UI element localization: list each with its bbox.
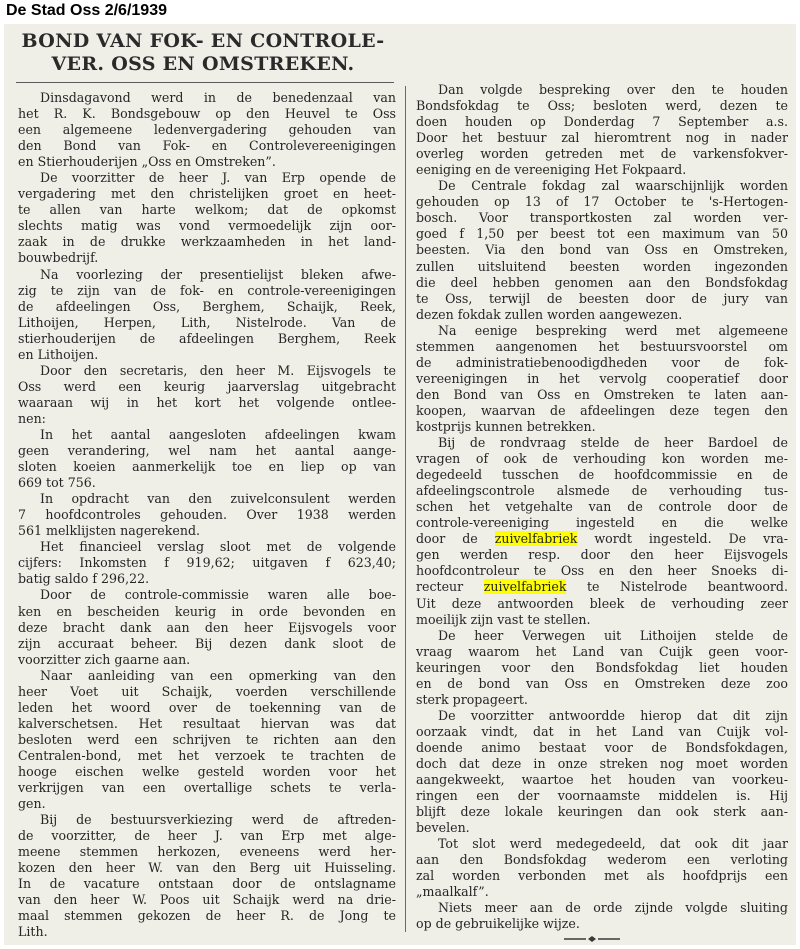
text-line: den Bond van Fok- en Controlevereenigingen: [18, 138, 396, 154]
text-line: en Lithoijen.: [18, 346, 99, 362]
text-line: 561 melklijsten nagerekend.: [18, 523, 201, 539]
text-line: verkrijgen van een overtallige schets te verla-: [18, 780, 396, 796]
text-line: De Centrale fokdag zal waarschijnlijk worden: [438, 178, 788, 194]
column-divider: [405, 86, 406, 932]
text-line: De voorzitter de heer J. van Erp opende de: [40, 170, 396, 186]
text-line: heer Voet uit Schaijk, voerden verschillende: [18, 683, 396, 699]
end-ornament: [564, 936, 620, 942]
source-caption: De Stad Oss 2/6/1939: [6, 2, 167, 19]
text-line: dezen fokdak zullen worden aangewezen.: [416, 306, 683, 322]
text-line: doen houden op Donderdag 7 September a.s.: [416, 114, 788, 130]
text-line: Centralen-bond, met het verzoek te trachten de: [18, 747, 396, 763]
text-line: de administratiebenoodigdheden voor de fok-: [416, 354, 788, 370]
newspaper-clipping: [4, 24, 796, 945]
text-line: ringen een der voornaamste middelen is. Hij: [416, 788, 788, 804]
text-line: moeilijk zijn vast te stellen.: [416, 611, 591, 627]
text-line: maal stemmen gekozen de heer R. de Jong te: [18, 908, 396, 924]
text-line: Uit deze antwoorden bleek de verhouding zeer: [416, 595, 788, 611]
text-line: stierhouderijen de afdeelingen Berghem, Reek: [18, 330, 396, 346]
text-line: beesten. Via den bond van Oss en Omstreken,: [416, 242, 788, 258]
text-line: aangekweekt, waartoe het houden van voorkeu-: [416, 772, 788, 788]
text-line: bevelen.: [416, 820, 470, 836]
text-line: die deel hebben genomen aan den Bondsfokdag: [416, 274, 788, 290]
text-line: Tot slot werd medegedeeld, dat ook dit jaar: [438, 836, 788, 852]
text-line: zig te zijn van de fok- en controle-vereenigingen: [18, 282, 396, 298]
text-line: degedeeld tusschen de hoofdcommissie en de: [416, 467, 788, 483]
caption-bar: [0, 0, 800, 24]
text-line: Na eenige bespreking werd met algemeene: [438, 322, 788, 338]
text-line: nen:: [18, 410, 46, 426]
text-line: recteur zuivelfabriek te Nistelrode beantwoord.: [416, 579, 788, 595]
text-line: Lithoijen, Herpen, Lith, Nistelrode. Van de: [18, 314, 396, 330]
text-line: en Stierhouderijen „Oss en Omstreken”.: [18, 154, 276, 170]
text-line: De heer Verwegen uit Lithoijen stelde de: [438, 627, 788, 643]
text-line: sloten koeien aanmerkelijk toe en liep op van: [18, 459, 396, 475]
text-line: van den heer W. Poos uit Schaijk werd na drie-: [18, 892, 396, 908]
text-line: 669 tot 756.: [18, 475, 96, 491]
text-line: Bij de bestuursverkiezing werd de aftreden-: [40, 812, 396, 828]
text-line: Lith.: [18, 924, 48, 940]
text-line: oorzaak vindt, dat in het Land van Cuijk vol-: [416, 723, 788, 739]
text-line: zal worden verbonden met als hoofdprijs een: [416, 868, 788, 884]
text-line: geen verandering, wel nam het aantal aange-: [18, 443, 396, 459]
text-line: kostprijs kunnen betrekken.: [416, 418, 596, 434]
text-line: overleg worden getreden met de varkensfokver-: [416, 146, 788, 162]
text-line: besloten werd een schrijven te richten aan den: [18, 731, 396, 747]
text-line: doende animo bestaat voor de Bondsfokdagen,: [416, 739, 788, 755]
text-line: eeniging en de vereeniging Het Fokpaard.: [416, 162, 687, 178]
text-line: bouwbedrijf.: [18, 250, 99, 266]
text-line: stemmen aangenomen het bestuursvoorstel om: [416, 338, 788, 354]
text-line: controle-vereeniging ingesteld en die welke: [416, 515, 788, 531]
text-line: blijft deze lokale keuringen dan ook sterk aan-: [416, 804, 788, 820]
text-line: Na voorlezing der presentielijst bleken afwe-: [40, 266, 396, 282]
text-line: Door het bestuur zal hieromtrent nog in nader: [416, 130, 788, 146]
text-line: aan den Bondsfokdag wederom een verloting: [416, 852, 788, 868]
article-headline: [4, 30, 402, 76]
text-line: Door den secretaris, den heer M. Eijsvogels te: [40, 362, 396, 378]
text-line: gehouden op 13 of 17 October te 's-Hertogen-: [416, 194, 788, 210]
text-line: schen het vetgehalte van de controle door de: [416, 499, 788, 515]
text-line: deze bracht dank aan den heer Eijsvogels voor: [18, 619, 396, 635]
text-line: In het aantal aangesloten afdeelingen kwam: [40, 426, 396, 442]
text-line: batig saldo f 296,22.: [18, 571, 150, 587]
text-line: Niets meer aan de orde zijnde volgde sluiting: [438, 900, 788, 916]
text-line: waaraan wij in het kort het volgende ontlee-: [18, 394, 396, 410]
text-line: cijfers: Inkomsten f 919,62; uitgaven f 623,40;: [18, 555, 396, 571]
text-line: „maalkalf”.: [416, 884, 489, 900]
text-line: In de vacature ontstaan door de ontslagname: [18, 876, 396, 892]
text-line: door de zuivelfabriek wordt ingesteld. De vra-: [416, 531, 788, 547]
text-line: op de gebruikelijke wijze.: [416, 916, 580, 932]
text-line: slechts matig was vond vermoedelijk zijn oor-: [18, 218, 396, 234]
text-line: te allen van harte welkom; dat de opkomst: [18, 202, 396, 218]
text-line: gen.: [18, 796, 46, 812]
text-line: den Bond van Oss en Omstreken te laten aan-: [416, 386, 788, 402]
text-line: 7 hoofdcontroles gehouden. Over 1938 werden: [18, 507, 396, 523]
text-line: vereenigingen in het vervolg cooperatief door: [416, 370, 788, 386]
text-line: bosch. Voor transportkosten zal worden ver-: [416, 210, 788, 226]
highlighted-word: zuivelfabriek: [483, 579, 567, 595]
text-line: het R. K. Bondsgebouw op den Heuvel te Oss: [18, 106, 396, 122]
text-line: afdeelingscontrole alsmede de verhouding tus-: [416, 483, 788, 499]
text-line: Oss werd een keurig jaarverslag uitgebracht: [18, 378, 396, 394]
text-line: leden het woord over de toekenning van de: [18, 699, 396, 715]
text-line: ken en bescheiden keurig in orde bevonden en: [18, 603, 396, 619]
text-line: gen werden resp. door den heer Eijsvogels: [416, 547, 788, 563]
text-line: en de bond van Oss en Omstreken deze zoo: [416, 675, 788, 691]
text-line: koopen, waarvan de afdeelingen deze tegen den: [416, 402, 788, 418]
text-line: doch dat deze in onze streken nog moet worden: [416, 755, 788, 771]
text-line: Dinsdagavond werd in de benedenzaal van: [40, 90, 396, 105]
text-line: vergadering met den christelijken groet en heet-: [18, 186, 396, 202]
headline-line-2: VER. OSS EN OMSTREKEN.: [51, 53, 355, 75]
text-line: kalverschetsen. Het resultaat hiervan was dat: [18, 715, 396, 731]
headline-line-1: BOND VAN FOK- EN CONTROLE-: [21, 30, 385, 52]
highlighted-word: zuivelfabriek: [494, 531, 578, 547]
article-column-right: [416, 82, 788, 932]
text-line: voorzitter zich gaarne aan.: [18, 651, 191, 667]
text-line: De voorzitter antwoordde hierop dat dit zijn: [438, 707, 788, 723]
article-column-left: [18, 90, 396, 940]
text-line: zijn accuraat beheer. Bij dezen dank sloot de: [18, 635, 396, 651]
text-line: Het financieel verslag sloot met de volgende: [40, 539, 396, 555]
text-line: keuringen voor den Bondsfokdag liet houden: [416, 659, 788, 675]
text-line: kozen den heer W. van den Berg uit Huisseling.: [18, 860, 396, 876]
headline-rule: [16, 82, 394, 83]
text-line: In opdracht van den zuivelconsulent werden: [40, 491, 396, 507]
text-line: te Oss, terwijl de beesten door de jury van: [416, 290, 788, 306]
text-line: de afdeelingen Oss, Berghem, Schaijk, Reek,: [18, 298, 396, 314]
text-line: hoofdcontroleur te Oss en den heer Snoeks di-: [416, 563, 788, 579]
text-line: Bij de rondvraag stelde de heer Bardoel de: [438, 435, 788, 451]
text-line: sterk propageert.: [416, 691, 528, 707]
text-line: Naar aanleiding van een opmerking van den: [40, 667, 396, 683]
text-line: de voorzitter, de heer J. van Erp met alge-: [18, 828, 396, 844]
text-line: goed f 1,50 per beest tot een maximum van 50: [416, 226, 788, 242]
text-line: Dan volgde bespreking over den te houden: [438, 82, 788, 97]
text-line: vragen of ook de verhouding kon worden me-: [416, 451, 788, 467]
text-line: hooge eischen welke gesteld worden voor het: [18, 763, 396, 779]
text-line: zullen uitsluitend beesten worden ingezonden: [416, 258, 788, 274]
text-line: zaak in de drukke werkzaamheden in het land-: [18, 234, 396, 250]
text-line: Door de controle-commissie waren alle boe-: [40, 587, 396, 603]
text-line: vraag waarom het Land van Cuijk geen voor-: [416, 643, 788, 659]
text-line: een algemeene ledenvergadering gehouden van: [18, 122, 396, 138]
text-line: Bondsfokdag te Oss; besloten werd, dezen te: [416, 98, 788, 114]
text-line: meene stemmen herkozen, eveneens werd her-: [18, 844, 396, 860]
